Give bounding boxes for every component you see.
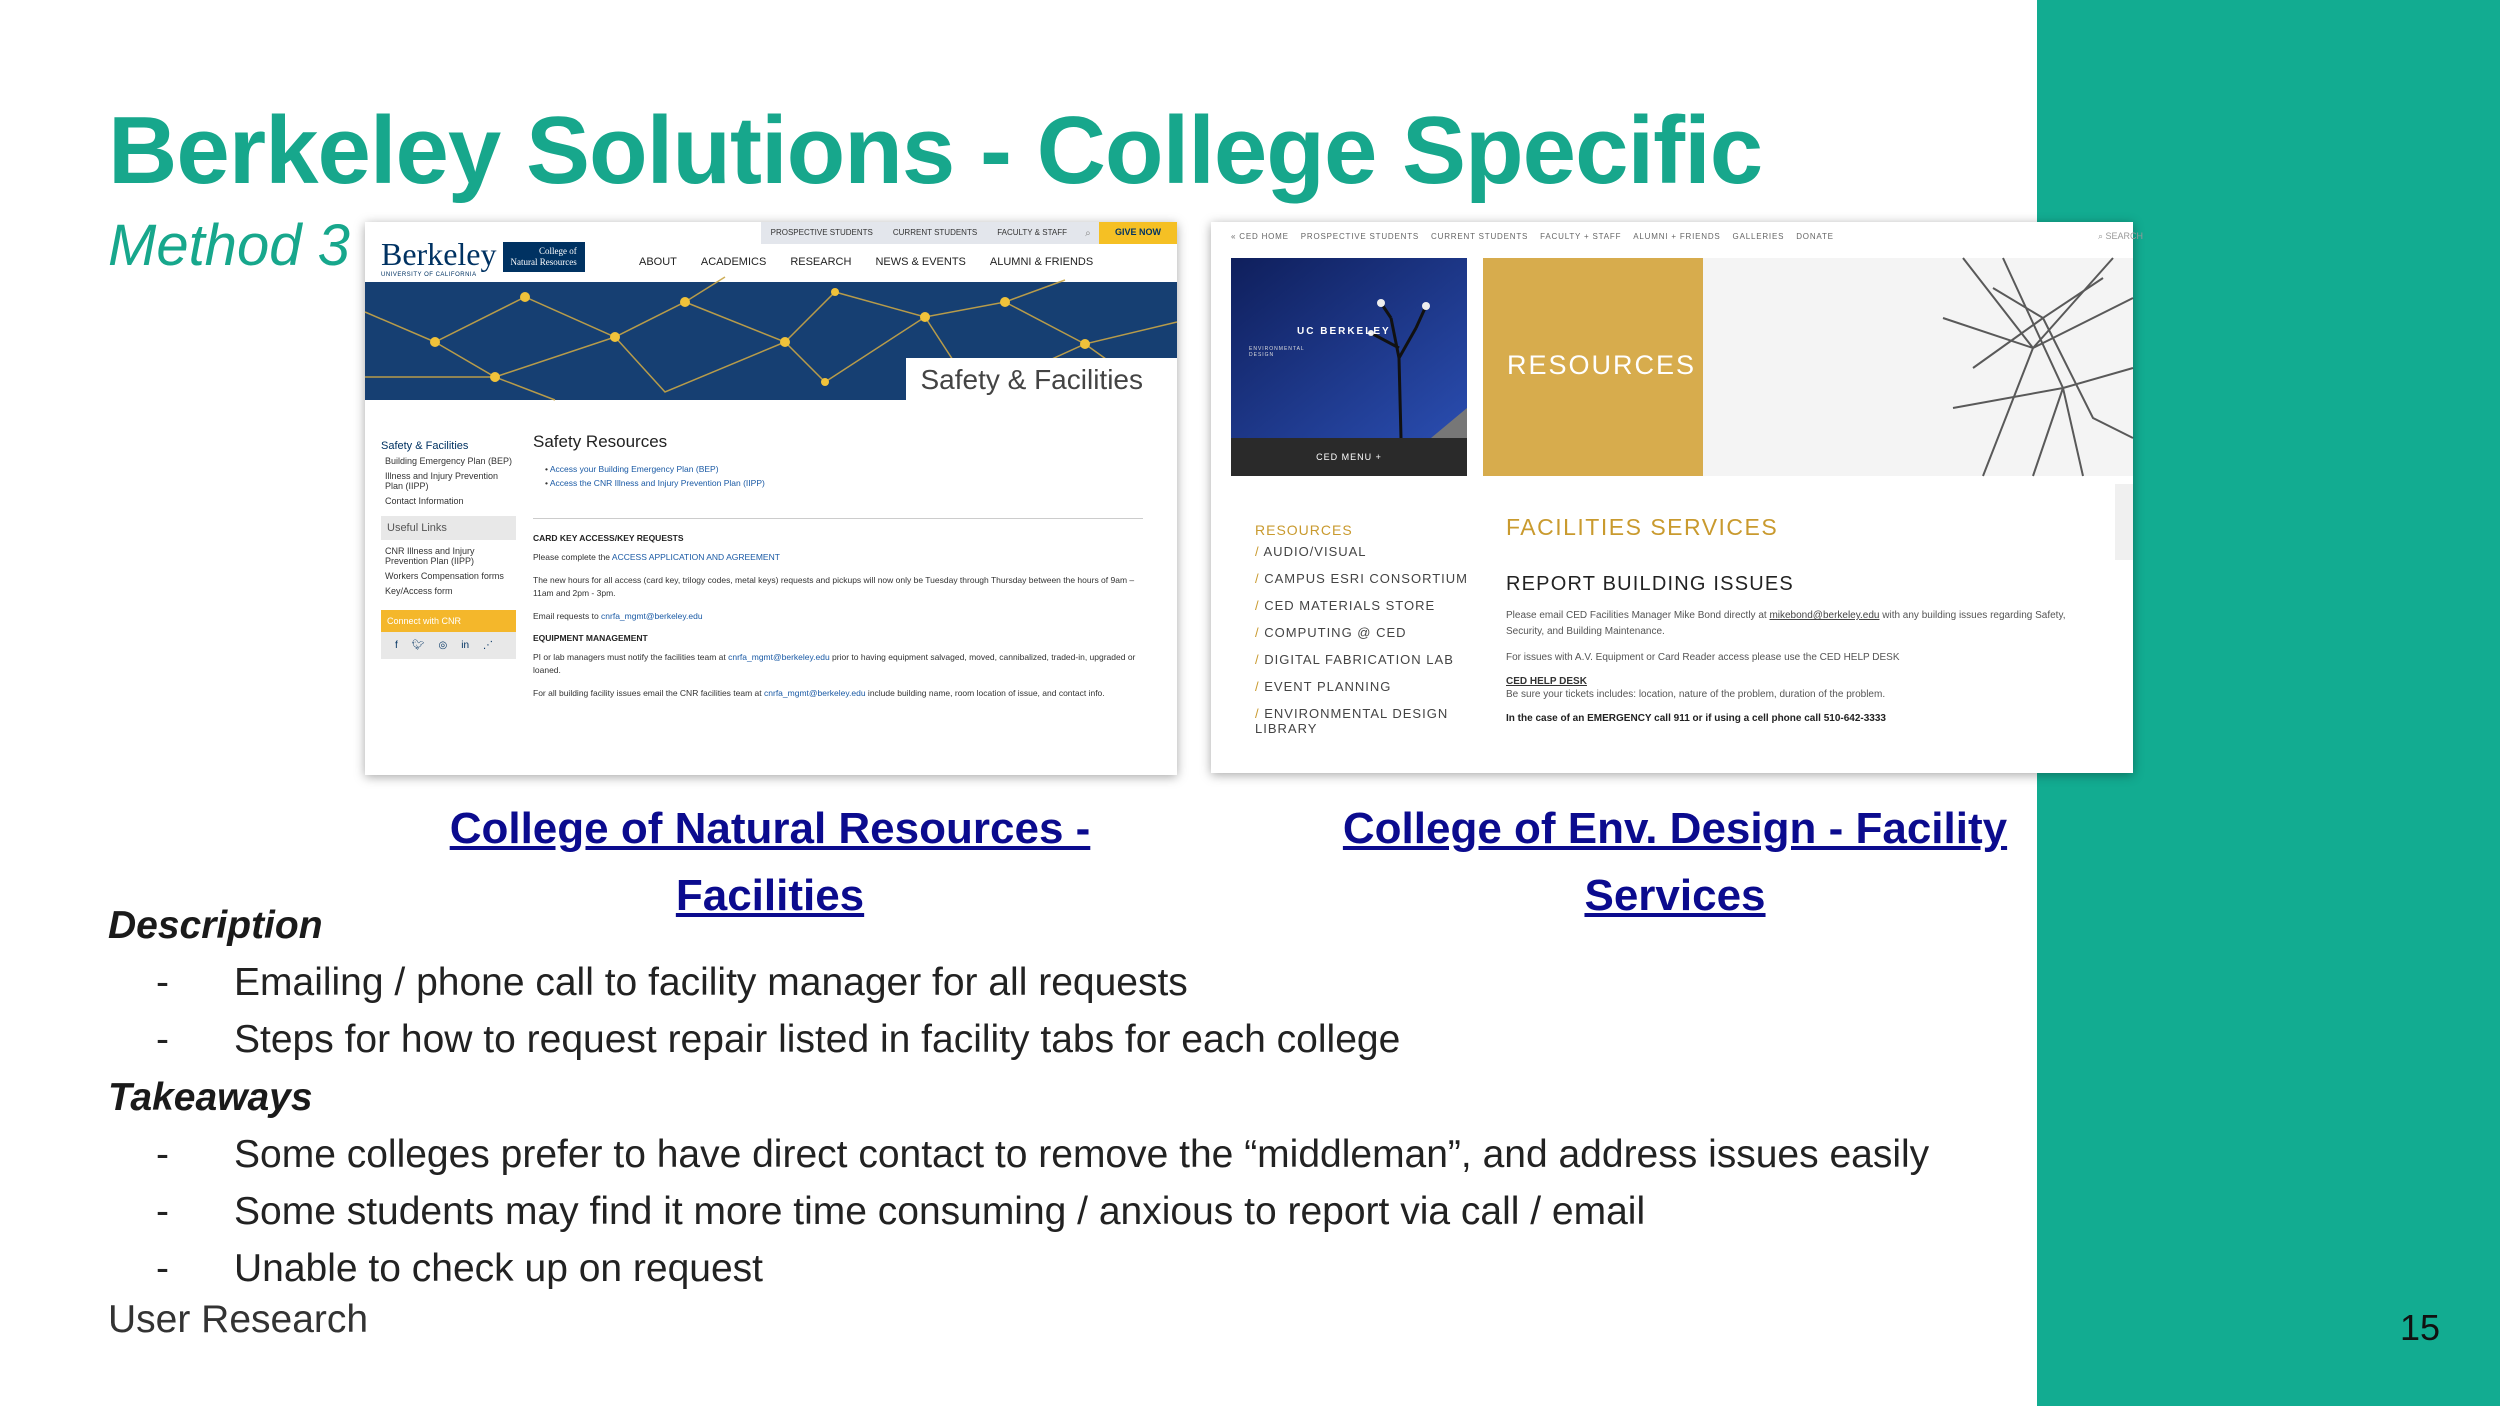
cnr-logo[interactable] xyxy=(381,236,585,278)
social-links xyxy=(381,632,516,659)
berkeley-wordmark: Berkeley xyxy=(381,236,497,272)
safety-resources-heading: Safety Resources xyxy=(533,432,668,451)
ced-main-content xyxy=(1506,514,2106,724)
top-nav-item[interactable]: PROSPECTIVE STUDENTS xyxy=(1300,232,1420,241)
search-icon[interactable]: ⌕ xyxy=(1077,222,1099,244)
nav-item-about[interactable]: ABOUT xyxy=(639,256,677,268)
ced-facility-services-link[interactable]: College of Env. Design - Facility Services xyxy=(1342,804,2008,920)
ticket-paragraph: Be sure your tickets includes: location, nature of the problem, duration of the problem. xyxy=(1506,689,1886,700)
email-link[interactable]: cnrfa_mgmt@berkeley.edu xyxy=(764,688,866,698)
facility-manager-email-link[interactable]: mikebond@berkeley.edu xyxy=(1769,610,1880,621)
emergency-note: In the case of an EMERGENCY call 911 or if using a cell phone call 510-642-3333 xyxy=(1506,713,1886,724)
twitter-icon[interactable]: 🐦︎ xyxy=(411,640,425,651)
resources-tile: RESOURCES xyxy=(1483,258,1703,476)
linkedin-icon[interactable]: in xyxy=(461,640,470,651)
wire-sculpture-image xyxy=(1703,258,2133,476)
nav-item-news-events[interactable]: NEWS & EVENTS xyxy=(875,256,966,268)
takeaway-bullet: - Some students may find it more time consuming / anxious to report via call / email xyxy=(156,1190,1646,1233)
description-bullet: - Steps for how to request repair listed in facility tabs for each college xyxy=(156,1018,1401,1061)
cnr-logo-box: College of Natural Resources xyxy=(503,242,585,272)
uc-label: UNIVERSITY OF CALIFORNIA xyxy=(381,272,477,278)
side-panel-edge xyxy=(2115,484,2133,560)
card-key-paragraph: Please complete the ACCESS APPLICATION AND AGREEMENT xyxy=(533,552,780,562)
card-key-email: Email requests to cnrfa_mgmt@berkeley.edu xyxy=(533,611,703,621)
cnr-utility-bar xyxy=(761,222,1177,244)
useful-link[interactable]: Workers Compensation forms xyxy=(385,571,504,581)
takeaway-bullet: - Unable to check up on request xyxy=(156,1247,764,1290)
cnr-sidebar xyxy=(381,440,516,659)
top-nav-item[interactable]: FACULTY + STAFF xyxy=(1540,232,1622,241)
top-nav-item[interactable]: DONATE xyxy=(1796,232,1834,241)
sidebar-item-event-planning[interactable]: / EVENT PLANNING xyxy=(1255,679,1485,694)
cnr-main-nav xyxy=(639,256,1093,268)
facilities-services-heading: FACILITIES SERVICES xyxy=(1506,514,1779,540)
sidebar-heading[interactable]: Safety & Facilities xyxy=(381,440,469,452)
ced-hero-tile xyxy=(1231,258,1467,438)
equipment-heading: EQUIPMENT MANAGEMENT xyxy=(533,633,648,643)
rss-icon[interactable]: ⋰ xyxy=(483,640,494,651)
divider xyxy=(533,518,1143,519)
nav-item-academics[interactable]: ACADEMICS xyxy=(700,256,767,268)
env-design-label: ENVIRONMENTAL DESIGN xyxy=(1249,346,1305,358)
useful-link[interactable]: CNR Illness and Injury Prevention Plan (IIPP) xyxy=(385,546,475,566)
cnr-facilities-link[interactable]: College of Natural Resources - Facilities xyxy=(449,804,1091,920)
slide-title: Berkeley Solutions - College Specific xyxy=(108,97,1763,204)
footer-label: User Research xyxy=(108,1298,369,1341)
connect-heading: Connect with CNR xyxy=(381,610,516,632)
report-paragraph: Please email CED Facilities Manager Mike Bond directly at mikebond@berkeley.edu with any building issues regarding Safety, Security, and Building Maintenance. xyxy=(1506,610,2066,637)
card-key-heading: CARD KEY ACCESS/KEY REQUESTS xyxy=(533,533,684,543)
sidebar-link[interactable]: Contact Information xyxy=(385,496,464,506)
top-nav-item[interactable]: GALLERIES xyxy=(1732,232,1785,241)
sidebar-link[interactable]: Illness and Injury Prevention Plan (IIPP) xyxy=(385,471,499,491)
ced-website-screenshot xyxy=(1211,222,2143,773)
cnr-top-link[interactable]: FACULTY & STAFF xyxy=(987,222,1077,244)
facebook-icon[interactable]: f xyxy=(395,640,398,651)
top-nav-item[interactable]: ALUMNI + FRIENDS xyxy=(1633,232,1721,241)
card-key-hours: The new hours for all access (card key, trilogy codes, metal keys) requests and pickups will now only be Tuesday through Thursday between the hours of 9am –11am and 2pm - 3pm. xyxy=(533,575,1135,598)
facility-issues-paragraph: For all building facility issues email the CNR facilities team at cnrfa_mgmt@berkeley.edu include building name, room location of issue, and contact info. xyxy=(533,688,1105,698)
sidebar-item-materials-store[interactable]: / CED MATERIALS STORE xyxy=(1255,598,1485,613)
sidebar-item-audio-visual[interactable]: / AUDIO/VISUAL xyxy=(1255,544,1485,559)
access-application-link[interactable]: ACCESS APPLICATION AND AGREEMENT xyxy=(611,552,780,562)
report-building-issues-heading: REPORT BUILDING ISSUES xyxy=(1506,573,1794,595)
useful-links-heading: Useful Links xyxy=(381,516,516,540)
sidebar-item-computing[interactable]: / COMPUTING @ CED xyxy=(1255,625,1485,640)
cnr-main-content xyxy=(533,432,1143,710)
sidebar-heading: RESOURCES xyxy=(1255,522,1353,538)
useful-link[interactable]: Key/Access form xyxy=(385,586,453,596)
nav-item-alumni-friends[interactable]: ALUMNI & FRIENDS xyxy=(989,256,1094,268)
nav-item-research[interactable]: RESEARCH xyxy=(790,256,852,268)
takeaway-bullet: - Some colleges prefer to have direct contact to remove the “middleman”, and address issues easily xyxy=(156,1133,1930,1176)
cnr-top-link[interactable]: PROSPECTIVE STUDENTS xyxy=(761,222,883,244)
iipp-link[interactable]: • Access the CNR Illness and Injury Prevention Plan (IIPP) xyxy=(545,478,1143,488)
help-desk-link[interactable]: CED HELP DESK xyxy=(1506,676,1587,687)
slide-subtitle: Method 3 xyxy=(108,213,350,278)
top-nav-item[interactable]: CURRENT STUDENTS xyxy=(1431,232,1529,241)
cnr-top-link[interactable]: CURRENT STUDENTS xyxy=(883,222,987,244)
sidebar-link[interactable]: Building Emergency Plan (BEP) xyxy=(385,456,513,466)
takeaways-label: Takeaways xyxy=(108,1076,313,1119)
cnr-banner-label: Safety & Facilities xyxy=(906,358,1177,400)
sidebar-item-env-design-library[interactable]: / ENVIRONMENTAL DESIGN LIBRARY xyxy=(1255,706,1485,736)
description-label: Description xyxy=(108,904,323,947)
email-link[interactable]: cnrfa_mgmt@berkeley.edu xyxy=(728,652,830,662)
ced-search[interactable]: ⌕ SEARCH xyxy=(2097,231,2143,241)
description-bullet: - Emailing / phone call to facility manager for all requests xyxy=(156,961,1188,1004)
uc-berkeley-wordmark: UC BERKELEY xyxy=(1297,326,1391,337)
equipment-paragraph: PI or lab managers must notify the facilities team at cnrfa_mgmt@berkeley.edu prior to having equipment salvaged, moved, cannibalized, traded-in, upgraded or loaned. xyxy=(533,652,1136,675)
ced-menu-button[interactable]: CED MENU + xyxy=(1231,438,1467,476)
give-now-button[interactable]: GIVE NOW xyxy=(1099,222,1177,244)
sidebar-item-digital-fabrication[interactable]: / DIGITAL FABRICATION LAB xyxy=(1255,652,1485,667)
av-paragraph: For issues with A.V. Equipment or Card Reader access please use the CED HELP DESK xyxy=(1506,652,1900,663)
email-link[interactable]: cnrfa_mgmt@berkeley.edu xyxy=(601,611,703,621)
page-number: 15 xyxy=(2400,1307,2441,1348)
sidebar-item-campus-esri[interactable]: / CAMPUS ESRI CONSORTIUM xyxy=(1255,571,1485,586)
cnr-website-screenshot xyxy=(365,222,1177,775)
ced-home-link[interactable]: « CED HOME xyxy=(1231,232,1289,241)
ced-resources-sidebar xyxy=(1255,522,1485,748)
bep-link[interactable]: • Access your Building Emergency Plan (BEP) xyxy=(545,464,1143,474)
ced-top-nav xyxy=(1231,232,1834,241)
instagram-icon[interactable]: ◎ xyxy=(438,640,448,651)
